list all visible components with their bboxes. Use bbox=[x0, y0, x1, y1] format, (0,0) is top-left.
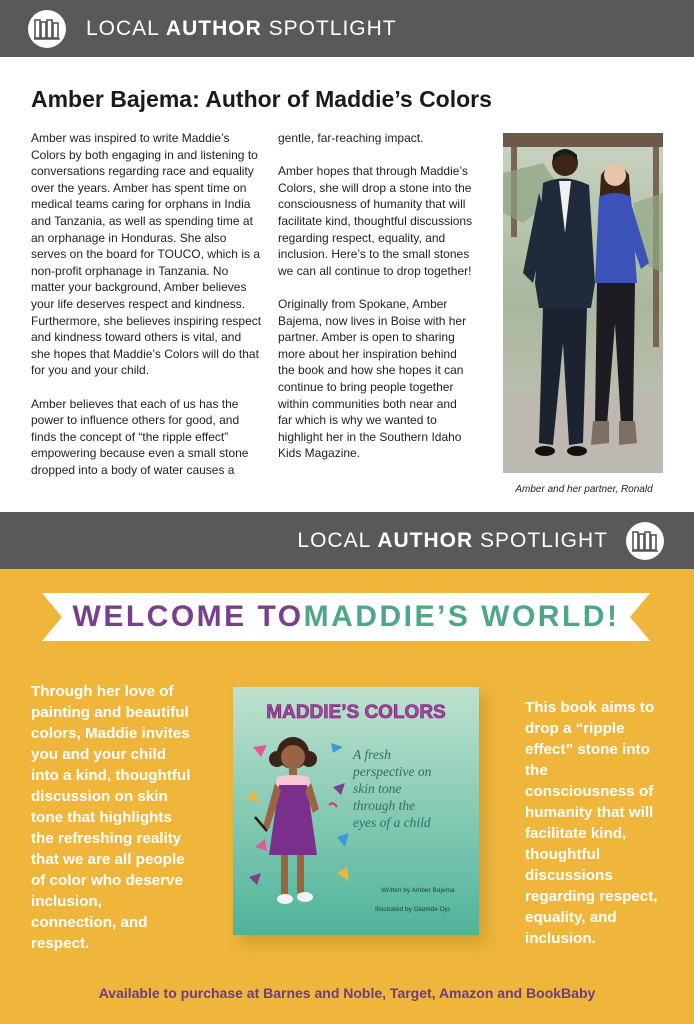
paragraph: Amber believes that each of us has the power to influence others for good, and finds the concept of “the ripple effect” empowering because even a small stone dropped into a body of water causes a bbox=[31, 396, 249, 477]
book-tagline-line: perspective on bbox=[353, 764, 432, 779]
left-blurb: Through her love of painting and beautiful colors, Maddie invites you and your child into a kind, thoughtful discussion on skin tone that highlights the refreshing reality that we are all people of color who deserve inclusion, connection, and respect. bbox=[31, 683, 191, 952]
article-headline: Amber Bajema: Author of Maddie’s Colors bbox=[31, 86, 492, 112]
books-icon bbox=[626, 522, 664, 560]
photo-caption: Amber and her partner, Ronald bbox=[515, 484, 653, 495]
book-illustrated-by: Illustrated by Olamide Ojo bbox=[375, 906, 450, 913]
books-icon bbox=[28, 10, 66, 48]
header-title: LOCAL AUTHOR SPOTLIGHT bbox=[86, 16, 397, 40]
right-blurb: This book aims to drop a “ripple effect” stone into the consciousness of humanity that will facilitate kind, thoughtful discussions regarding respect, equality, and inclusion. bbox=[525, 699, 658, 947]
ribbon-title: WELCOME TO MADDIE’S WORLD! bbox=[72, 600, 620, 633]
paragraph: Amber hopes that through Maddie’s Colors, she will drop a stone into the consciousness of humanity that will facilitate kind, thoughtful discussions regarding respect, equality, and inclusion. Here’s to the small stones we can all continue to drop together! bbox=[278, 164, 473, 278]
book-title: MADDIE’S COLORS bbox=[266, 702, 446, 723]
book-tagline-line: skin tone bbox=[353, 781, 402, 796]
paragraph: Amber was inspired to write Maddie’s Colors by both engaging in and listening to conversations regarding race and equality over the years. Amber has spent time on medical teams caring for orphans in India and Tanzania, as well as spending time at an orphanage in Honduras. She also serves on the board for TOUCO, which is a non-profit orphanage in Tanzania. No matter your background, Amber believes your life deserves respect and kindness. Furthermore, she believes inspiring respect and kindness toward others is vital, and she hopes that Maddie’s Colors will do that for you and your child. bbox=[31, 131, 262, 378]
paragraph: gentle, far-reaching impact. bbox=[278, 131, 424, 145]
book-cover bbox=[233, 687, 479, 935]
header-banner bbox=[0, 0, 694, 57]
book-written-by: Written by Amber Bajema bbox=[381, 887, 455, 894]
author-photo bbox=[503, 133, 663, 473]
article-column-1 bbox=[31, 130, 263, 495]
section-banner bbox=[0, 512, 694, 569]
book-tagline-line: through the bbox=[353, 798, 416, 813]
book-tagline-line: A fresh bbox=[353, 747, 391, 762]
article-column-2 bbox=[278, 130, 474, 478]
availability-text: Available to purchase at Barnes and Noble, Target, Amazon and BookBaby bbox=[98, 985, 596, 1001]
book-tagline-line: eyes of a child bbox=[353, 815, 431, 830]
section-banner-title: LOCAL AUTHOR SPOTLIGHT bbox=[297, 528, 608, 552]
paragraph: Originally from Spokane, Amber Bajema, now lives in Boise with her partner. Amber is open to sharing more about her inspiration behind the book and how she hopes it can continue to bring people together within communities both near and far which is why we wanted to highlight her in the Southern Idaho Kids Magazine. bbox=[278, 296, 467, 461]
